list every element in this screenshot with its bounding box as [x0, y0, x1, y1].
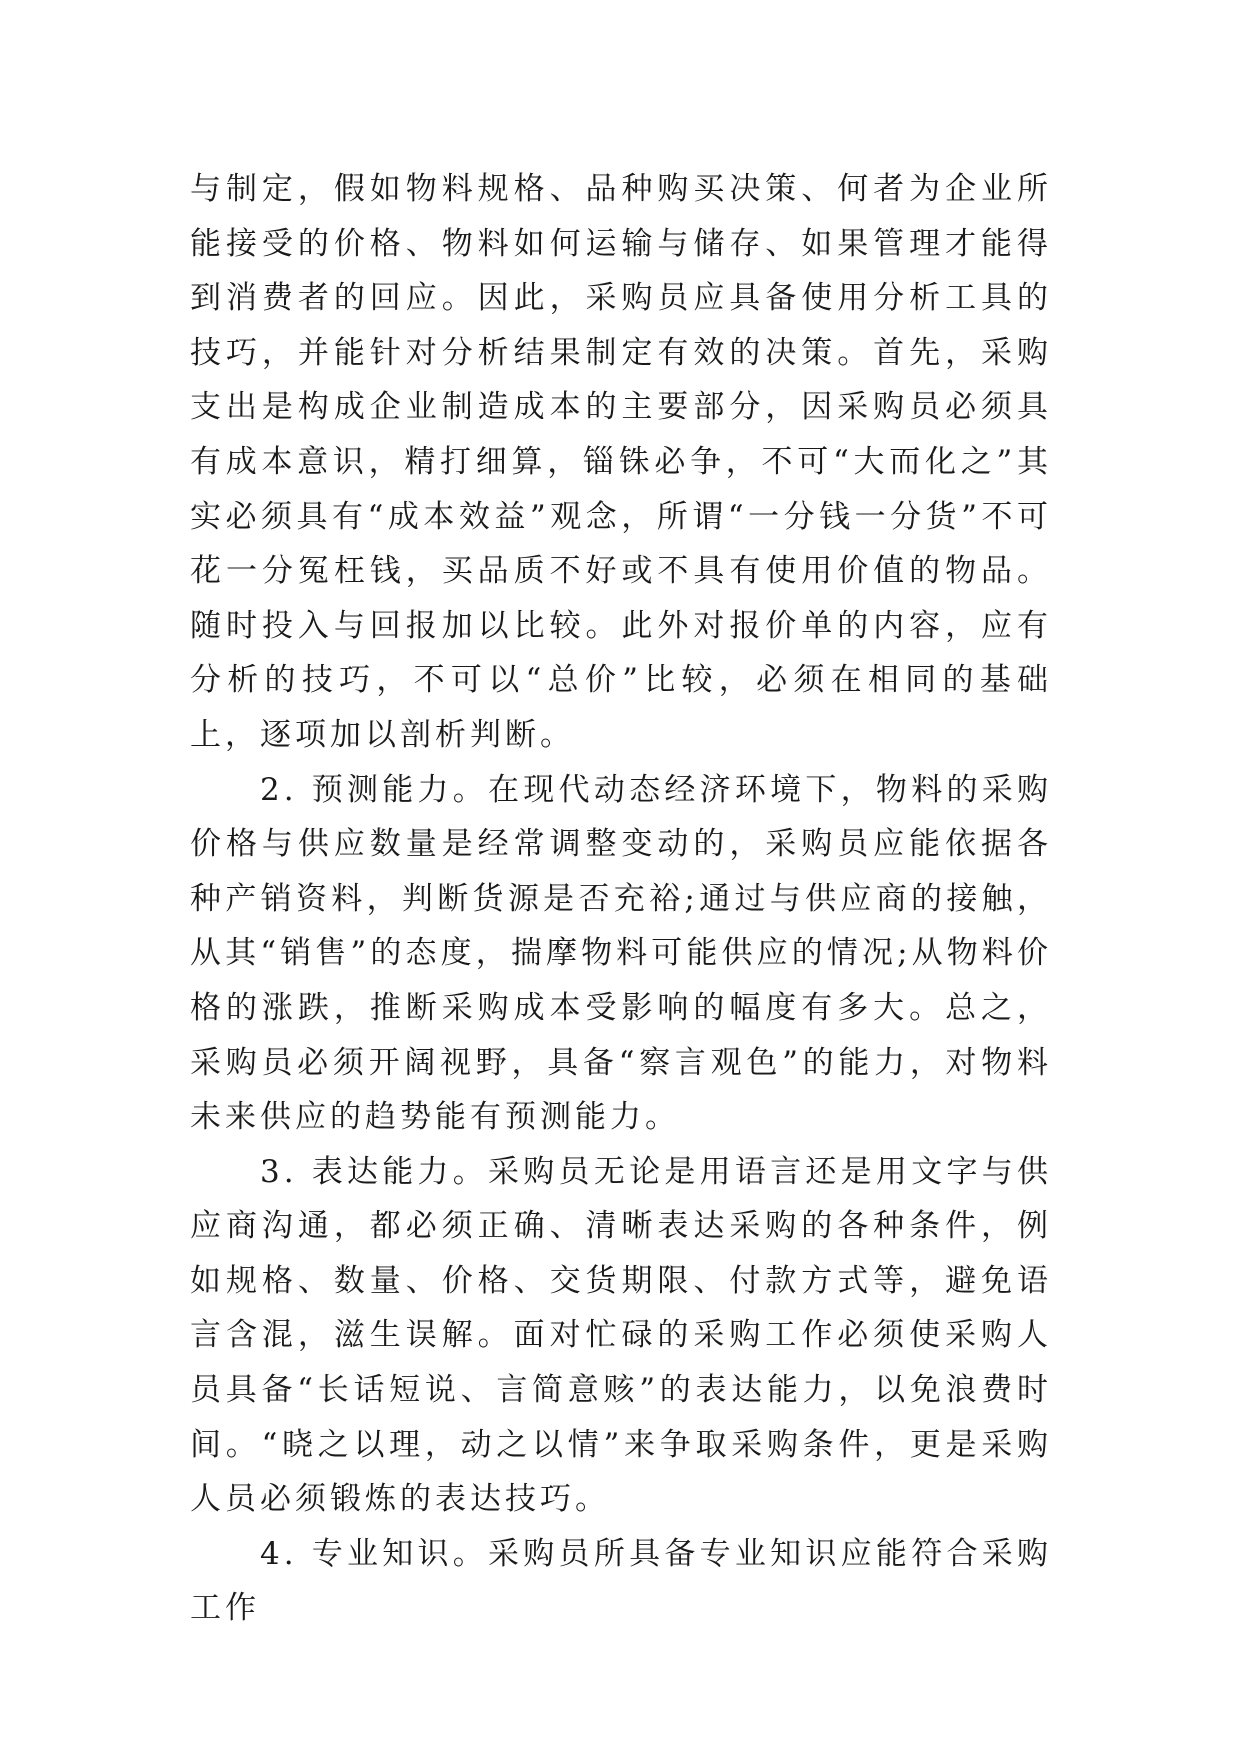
paragraph-expression-ability: 3. 表达能力。采购员无论是用语言还是用文字与供应商沟通，都必须正确、清晰表达采购的各种条件，例如规格、数量、价格、交货期限、付款方式等，避免语言含混，滋生误解。面对忙碌的采购工作必须使采购人员具备“长话短说、言简意赅”的表达能力，以免浪费时间。“晓之以理，动之以情”来争取采购条件，更是采购人员必须锻炼的表达技巧。 — [190, 1153, 1052, 1518]
paragraph-forecasting-ability: 2. 预测能力。在现代动态经济环境下，物料的采购价格与供应数量是经常调整变动的，采购员应能依据各种产销资料，判断货源是否充裕;通过与供应商的接触，从其“销售”的态度，揣摩物料可能供应的情况;从物料价格的涨跌，推断采购成本受影响的幅度有多大。总之，采购员必须开阔视野，具备“察言观色”的能力，对物料未来供应的趋势能有预测能力。 — [190, 771, 1052, 1136]
paragraph-analysis-skills: 与制定，假如物料规格、品种购买决策、何者为企业所能接受的价格、物料如何运输与储存、如果管理才能得到消费者的回应。因此，采购员应具备使用分析工具的技巧，并能针对分析结果制定有效的决策。首先，采购支出是构成企业制造成本的主要部分，因采购员必须具有成本意识，精打细算，锱铢必争，不可“大而化之”其实必须具有“成本效益”观念，所谓“一分钱一分货”不可花一分冤枉钱，买品质不好或不具有使用价值的物品。随时投入与回报加以比较。此外对报价单的内容，应有分析的技巧，不可以“总价”比较，必须在相同的基础上，逐项加以剖析判断。 — [190, 171, 1052, 753]
body-text — [190, 162, 1052, 1636]
paragraph-professional-knowledge: 4. 专业知识。采购员所具备专业知识应能符合采购工作 — [190, 1535, 1052, 1627]
